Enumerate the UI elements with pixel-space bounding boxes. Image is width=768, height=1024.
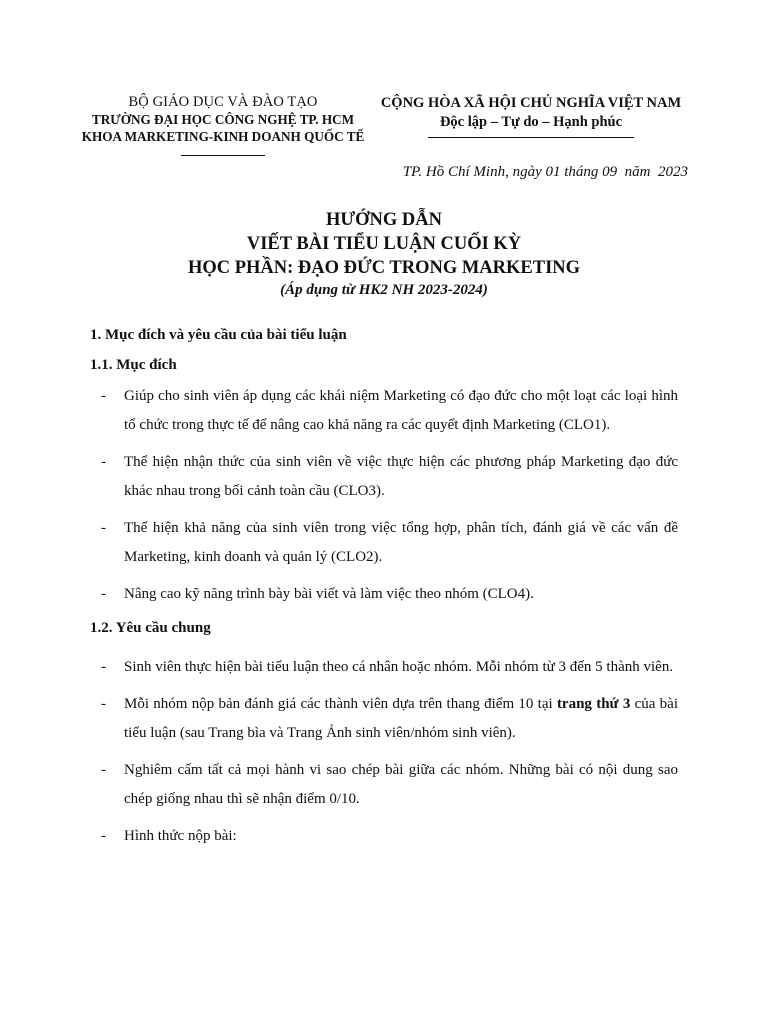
national-header [370, 94, 692, 138]
republic-name: CỘNG HÒA XÃ HỘI CHỦ NGHĨA VIỆT NAM [380, 95, 682, 111]
section-1-2-heading: 1.2. Yêu cầu chung [90, 620, 211, 636]
bullet-dash: - [101, 388, 106, 404]
bullet-dash: - [101, 659, 106, 675]
document-title [80, 208, 688, 300]
title-line-3: HỌC PHẦN: ĐẠO ĐỨC TRONG MARKETING [187, 258, 581, 278]
list-item-text: Giúp cho sinh viên áp dụng các khái niệm Marketing có đạo đức cho một loạt các loại hình tổ chức trong thực tế để nâng cao khả năng ra các quyết định Marketing (CLO1). [124, 388, 678, 433]
list-item-text: Nâng cao kỹ năng trình bày bài viết và làm việc theo nhóm (CLO4). [124, 586, 534, 602]
list-item [90, 756, 678, 814]
date-line: TP. Hồ Chí Minh, ngày 01 tháng 09 năm 2023 [402, 164, 688, 180]
list-item-text: Hình thức nộp bài: [124, 828, 237, 844]
title-line-2: VIẾT BÀI TIỂU LUẬN CUỐI KỲ [246, 234, 522, 254]
bullet-dash: - [101, 454, 106, 470]
list-item-text-part: của bài tiểu luận (sau Trang bìa và Trang Ảnh sinh viên/nhóm sinh viên). [124, 696, 679, 741]
section-1-1-heading: 1.1. Mục đích [90, 357, 177, 373]
list-item-text: Nghiêm cấm tất cả mọi hành vi sao chép bài giữa các nhóm. Những bài có nội dung sao chép giống nhau thì sẽ nhận điểm 0/10. [124, 762, 678, 807]
faculty-name: KHOA MARKETING-KINH DOANH QUỐC TẾ [81, 129, 365, 144]
emphasis-page-3: trang thứ 3 [556, 696, 631, 712]
list-item-text: Sinh viên thực hiện bài tiểu luận theo cá nhân hoặc nhóm. Mỗi nhóm từ 3 đến 5 thành viên. [124, 659, 674, 675]
document-body [90, 324, 678, 859]
list-item [90, 822, 678, 851]
title-subtitle: (Áp dụng từ HK2 NH 2023-2024) [280, 282, 488, 298]
bullet-dash: - [101, 520, 106, 536]
bullet-dash: - [101, 762, 106, 778]
header-right-divider [428, 137, 634, 138]
ministry-name: BỘ GIÁO DỤC VÀ ĐÀO TẠO [128, 94, 318, 110]
institution-header [80, 94, 366, 156]
university-name: TRƯỜNG ĐẠI HỌC CÔNG NGHỆ TP. HCM [91, 112, 355, 127]
list-item [90, 514, 678, 572]
list-item [90, 653, 678, 682]
section-1-heading: 1. Mục đích và yêu cầu của bài tiểu luận [90, 327, 347, 343]
list-item-text: Thể hiện nhận thức của sinh viên về việc thực hiện các phương pháp Marketing đạo đức khác nhau trong bối cảnh toàn cầu (CLO3). [124, 454, 678, 499]
bullet-dash: - [101, 696, 106, 712]
list-item-text: Thể hiện khả năng của sinh viên trong việc tổng hợp, phân tích, đánh giá về các vấn đề Marketing, kinh doanh và quản lý (CLO2). [124, 520, 678, 565]
header-left-divider [181, 155, 265, 156]
bullet-dash: - [101, 586, 106, 602]
list-item [90, 382, 678, 440]
list-item [90, 448, 678, 506]
title-line-1: HƯỚNG DẪN [326, 210, 442, 230]
list-item [90, 690, 678, 748]
list-item [90, 580, 678, 609]
bullet-dash: - [101, 828, 106, 844]
list-item-text-part: Mỗi nhóm nộp bản đánh giá các thành viên dựa trên thang điểm 10 tại [124, 696, 557, 712]
national-motto: Độc lập – Tự do – Hạnh phúc [439, 114, 623, 130]
